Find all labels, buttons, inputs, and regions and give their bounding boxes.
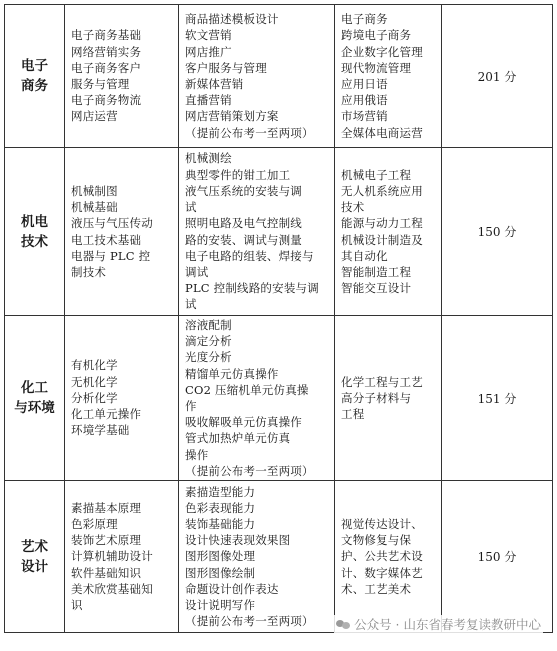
basic-course-line: 识 (71, 598, 83, 612)
skill-item-line: 典型零件的钳工加工 (185, 167, 291, 182)
basics-cell (65, 148, 179, 316)
skill-item-line: 试 (185, 297, 197, 312)
skill-item-line: 图形图像绘制 (185, 565, 256, 580)
related-major-line: 企业数字化管理 (341, 44, 423, 59)
related-major-line: 视觉传达设计、 (341, 516, 423, 531)
related-major-line: 全媒体电商运营 (341, 125, 423, 140)
related-major-line: 能源与动力工程 (341, 216, 423, 231)
watermark-text: 公众号 · 山东省春考复读教研中心 (354, 617, 541, 632)
major-cell (5, 5, 65, 148)
skills-cell (179, 316, 335, 481)
related-major-line: 工程 (341, 407, 365, 422)
basics-cell (65, 481, 179, 633)
skill-item-line: 新媒体营销 (185, 77, 244, 91)
major-cell (5, 316, 65, 481)
related-major-line: 智能交互设计 (341, 281, 412, 296)
table-row (5, 316, 553, 481)
basic-course-line: 电工技术基础 (71, 232, 142, 247)
related-major-line: 化学工程与工艺 (341, 374, 423, 389)
skill-item-line: CO2 压缩机单元仿真操 (185, 382, 309, 397)
skills-cell (179, 148, 335, 316)
basic-course-line: 网店运营 (71, 109, 118, 124)
major-name: 设计 (21, 558, 48, 575)
skill-item-line: 素描造型能力 (185, 484, 256, 499)
basic-course-line: 装饰艺术原理 (71, 533, 142, 548)
related-major-line: 市场营销 (341, 109, 388, 124)
related-majors-cell (335, 5, 442, 148)
skill-item-line: 网店营销策划方案 (185, 109, 279, 124)
skill-item-line: 溶液配制 (185, 317, 232, 332)
major-name: 化工 (21, 380, 48, 396)
table-row (5, 481, 553, 633)
skill-item-line: 路的安装、调试与测量 (185, 232, 302, 247)
basic-course-line: 电器与 PLC 控 (71, 248, 151, 263)
skill-item-line: （提前公布考一至两项） (185, 614, 314, 629)
basic-course-line: 色彩原理 (71, 516, 118, 531)
score-cell: 201 分 (442, 5, 553, 148)
skill-item-line: 照明电路及电气控制线 (185, 216, 302, 231)
basics-cell (65, 316, 179, 481)
major-name: 技术 (21, 233, 48, 250)
basic-course-line: 网络营销实务 (71, 44, 142, 59)
related-major-line: 技术 (341, 200, 365, 215)
related-major-line: 术、工艺美术 (341, 581, 412, 596)
skill-item-line: 作 (185, 399, 197, 413)
major-name: 与环境 (14, 400, 55, 416)
related-major-line: 机械电子工程 (341, 167, 412, 182)
related-major-line: 现代物流管理 (341, 60, 412, 75)
watermark (334, 615, 543, 633)
related-major-line: 无人机系统应用 (341, 183, 423, 198)
skill-item-line: 设计说明写作 (185, 598, 256, 612)
basic-course-line: 机械制图 (71, 183, 118, 198)
basic-course-line: 制技术 (71, 264, 107, 279)
basic-course-line: 分析化学 (71, 390, 118, 405)
major-name: 艺术 (21, 538, 48, 555)
skill-item-line: （提前公布考一至两项） (185, 125, 314, 140)
skill-item-line: 光度分析 (185, 350, 232, 365)
related-major-line: 电子商务 (341, 12, 388, 27)
skill-item-line: 色彩表现能力 (185, 500, 256, 515)
related-major-line: 护、公共艺术设 (341, 549, 423, 564)
basic-course-line: 美术欣赏基础知 (71, 581, 153, 596)
basic-course-line: 无机化学 (71, 374, 118, 389)
skills-cell (179, 481, 335, 633)
basic-course-line: 环境学基础 (71, 423, 130, 438)
major-name: 电子 (21, 58, 48, 74)
related-major-line: 高分子材料与 (341, 390, 412, 405)
skill-item-line: 客户服务与管理 (185, 60, 267, 75)
table-row (5, 5, 553, 148)
related-major-line: 其自动化 (341, 248, 388, 263)
major-name: 机电 (21, 213, 48, 230)
score-cell: 150 分 (442, 481, 553, 633)
skill-item-line: 试 (185, 200, 197, 215)
skill-item-line: 操作 (185, 447, 209, 462)
basic-course-line: 电子商务基础 (71, 28, 142, 43)
skill-item-line: 调试 (185, 264, 209, 279)
wechat-logo-icon (336, 619, 350, 629)
skills-cell (179, 5, 335, 148)
major-cell (5, 148, 65, 316)
table-row (5, 148, 553, 316)
skill-item-line: 装饰基础能力 (185, 516, 256, 531)
basic-course-line: 液压与气压传动 (71, 216, 153, 231)
related-major-line: 智能制造工程 (341, 264, 412, 279)
basic-course-line: 机械基础 (71, 200, 118, 215)
basic-course-line: 有机化学 (71, 358, 118, 373)
skill-item-line: 软文营销 (185, 28, 232, 43)
basic-course-line: 素描基本原理 (71, 500, 142, 515)
major-name: 商务 (21, 78, 48, 94)
skill-item-line: （提前公布考一至两项） (185, 463, 314, 478)
skill-item-line: 设计快速表现效果图 (185, 533, 291, 548)
related-majors-cell (335, 481, 442, 633)
skill-item-line: 滴定分析 (185, 334, 232, 349)
basic-course-line: 软件基础知识 (71, 565, 142, 580)
skill-item-line: 商品描述模板设计 (185, 12, 279, 27)
skill-item-line: 管式加热炉单元仿真 (185, 431, 291, 446)
skill-item-line: 机械测绘 (185, 151, 232, 166)
score-cell: 151 分 (442, 316, 553, 481)
skill-item-line: 直播营销 (185, 93, 232, 108)
related-major-line: 应用日语 (341, 77, 388, 91)
basic-course-line: 服务与管理 (71, 77, 130, 91)
skill-item-line: PLC 控制线路的安装与调 (185, 281, 319, 296)
curriculum-table (4, 4, 553, 633)
skill-item-line: 吸收解吸单元仿真操作 (185, 415, 302, 430)
skill-item-line: 网店推广 (185, 44, 232, 59)
basic-course-line: 计算机辅助设计 (71, 549, 153, 564)
skill-item-line: 电子电路的组装、焊接与 (185, 248, 314, 263)
major-cell (5, 481, 65, 633)
related-major-line: 应用俄语 (341, 93, 388, 108)
skill-item-line: 精馏单元仿真操作 (185, 366, 279, 381)
basic-course-line: 化工单元操作 (71, 407, 142, 422)
basic-course-line: 电子商务物流 (71, 93, 142, 108)
basic-course-line: 电子商务客户 (71, 60, 142, 75)
skill-item-line: 图形图像处理 (185, 549, 256, 564)
related-major-line: 跨境电子商务 (341, 28, 412, 43)
related-majors-cell (335, 316, 442, 481)
skill-item-line: 命题设计创作表达 (185, 581, 279, 596)
related-major-line: 文物修复与保 (341, 533, 412, 548)
related-majors-cell (335, 148, 442, 316)
basics-cell (65, 5, 179, 148)
related-major-line: 计、数字媒体艺 (341, 565, 423, 580)
score-cell: 150 分 (442, 148, 553, 316)
skill-item-line: 液气压系统的安装与调 (185, 183, 302, 198)
related-major-line: 机械设计制造及 (341, 232, 423, 247)
